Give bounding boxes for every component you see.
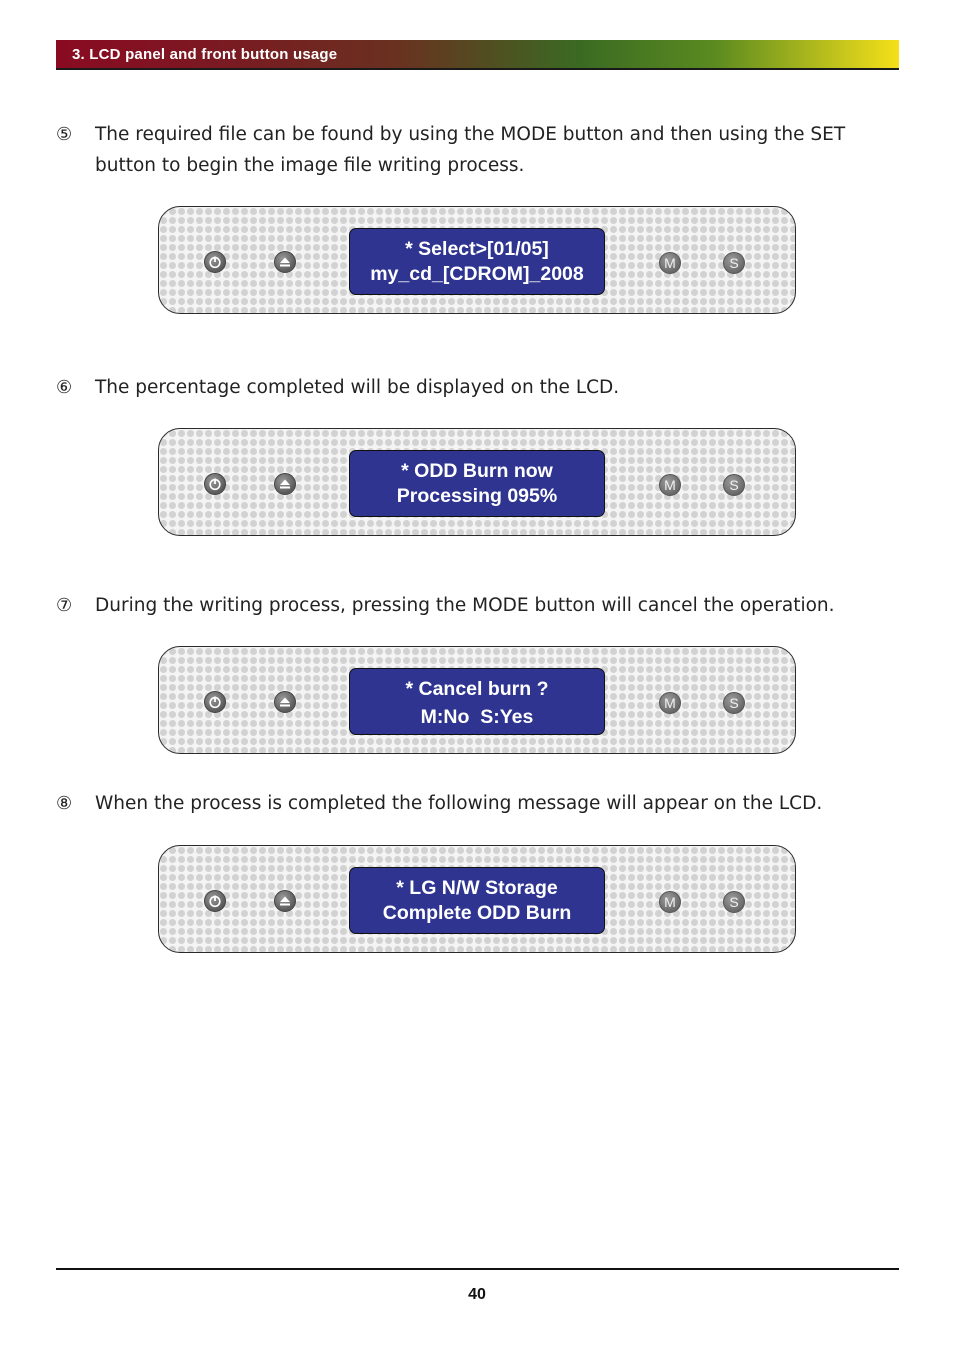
front-panel [158,646,796,754]
power-icon [208,894,222,908]
footer-divider [56,1268,899,1270]
lcd-line-2: Complete ODD Burn [382,902,572,924]
lcd-display [349,450,605,517]
lcd-line-2: Processing 095% [396,485,558,507]
set-button[interactable]: S [723,891,745,913]
eject-icon [278,255,292,269]
lcd-line-2: my_cd_[CDROM]_2008 [370,263,584,285]
mode-button[interactable]: M [659,891,681,913]
step-text-line: button to begin the image file writing process. [95,155,525,176]
step-text-line: When the process is completed the following message will appear on the LCD. [95,793,823,814]
front-panel [158,845,796,953]
lcd-display [349,867,605,934]
step-7 [56,590,899,621]
step-8 [56,788,899,819]
lcd-display [349,228,605,295]
power-icon [208,477,222,491]
lcd-line-1: * ODD Burn now [401,460,553,482]
power-icon [208,255,222,269]
mode-button[interactable]: M [659,474,681,496]
eject-button[interactable] [274,473,296,495]
set-button[interactable]: S [723,474,745,496]
step-number: ⑥ [56,377,73,398]
mode-button[interactable]: M [659,252,681,274]
lcd-line-1: * Select>[01/05] [405,238,549,260]
lcd-line-2: M:No S:Yes [420,706,534,728]
step-number: ⑦ [56,595,73,616]
lcd-display [349,668,605,735]
set-button[interactable]: S [723,252,745,274]
step-number: ⑧ [56,793,73,814]
eject-icon [278,477,292,491]
lcd-line-1: * Cancel burn ? [405,678,549,700]
step-text-line: During the writing process, pressing the MODE button will cancel the operation. [95,595,835,616]
front-panel [158,428,796,536]
lcd-line-1: * LG N/W Storage [396,877,558,899]
page-number: 40 [468,1286,486,1303]
power-button[interactable] [204,890,226,912]
eject-button[interactable] [274,691,296,713]
step-5 [56,119,899,181]
eject-button[interactable] [274,251,296,273]
step-text-line: The percentage completed will be displayed on the LCD. [95,377,620,398]
eject-button[interactable] [274,890,296,912]
section-header-bar [56,40,899,70]
eject-icon [278,695,292,709]
power-button[interactable] [204,691,226,713]
step-number: ⑤ [56,124,73,145]
set-button[interactable]: S [723,692,745,714]
section-title: 3. LCD panel and front button usage [72,46,338,63]
eject-icon [278,894,292,908]
step-6 [56,372,899,403]
step-text-line: The required file can be found by using the MODE button and then using the SET [95,124,846,145]
mode-button[interactable]: M [659,692,681,714]
power-button[interactable] [204,251,226,273]
power-button[interactable] [204,473,226,495]
power-icon [208,695,222,709]
front-panel [158,206,796,314]
